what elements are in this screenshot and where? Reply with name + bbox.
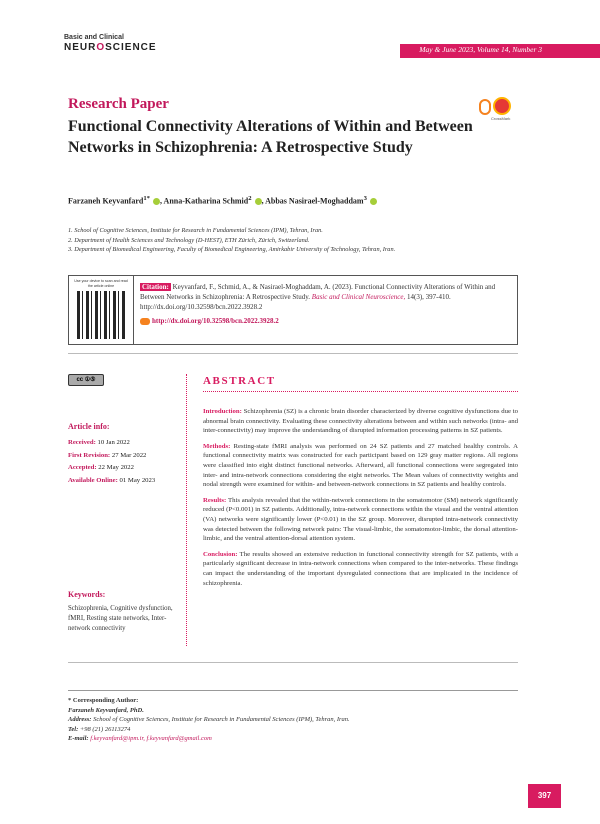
qr-label: Use your device to scan and read the article online <box>74 279 128 288</box>
qr-box <box>68 275 134 345</box>
article-info-title: Article info: <box>68 422 110 431</box>
online-date: Available Online: 01 May 2023 <box>68 476 156 484</box>
footnote-tel: Tel: +98 (21) 26113274 <box>68 725 131 733</box>
crossmark-icon[interactable] <box>493 97 511 115</box>
affiliation: 1. School of Cognitive Sciences, Institute for Research in Fundamental Sciences (IPM), Tehran, Iran. <box>68 227 323 234</box>
issue-band <box>400 44 600 58</box>
abstract-results: Results: This analysis revealed that the within-network connections in the somatomotor (SM) network significantly reduced (P<0.001) in SZ patients. Additionally, intra-network connections within the visual and the ventral attention (VA) networks were significantly lower (P<0.01) in the SZ group. Moreover, disrupted intra-network connectivity was detected between the following network pairs: The visual-limbic, the somatomotor-limbic, the dorsal attention-limbic, and the ventral attention-dorsal attention system. <box>203 496 518 543</box>
footnote-name: Farzaneh Keyvanfard, PhD. <box>68 706 144 714</box>
divider <box>68 690 518 691</box>
author-name: Abbas Nasirael-Moghaddam <box>265 196 364 206</box>
affiliation: 2. Department of Health Sciences and Technology (D-HEST), ETH Zürich, Zürich, Switzerland. <box>68 236 310 244</box>
doi-icon <box>140 318 150 325</box>
affiliations <box>68 226 395 255</box>
orcid-icon[interactable] <box>370 198 377 205</box>
corresponding-author <box>68 696 350 744</box>
abstract-divider <box>203 391 518 392</box>
paper-type: Research Paper <box>68 96 169 112</box>
abstract-heading: ABSTRACT <box>203 375 276 387</box>
email-link[interactable]: f.keyvanfard@ipm.ir, f.keyvanfard@gmail.com <box>88 735 212 743</box>
accepted-date: Accepted: 22 May 2022 <box>68 464 134 471</box>
issue-text: May & June 2023, Volume 14, Number 3 <box>419 45 542 54</box>
divider <box>68 662 518 663</box>
author-name: Farzaneh Keyvanfard <box>68 196 144 206</box>
citation-journal: Basic and Clinical Neuroscience, <box>310 293 406 301</box>
footnote-email: E-mail: f.keyvanfard@ipm.ir, f.keyvanfard@gmail.com <box>68 735 212 743</box>
abstract-introduction: Introduction: Schizophrenia (SZ) is a chronic brain disorder characterized by diverse cognitive dysfunctions due to abnormal brain connectivity. Evaluating these connectivity alterations between and within such networks (intra- and inter-connectivity) may improve the understanding of disrupted information processing patterns in SZ patients. <box>203 408 518 435</box>
article-info <box>68 437 155 487</box>
article-title: Functional Connectivity Alterations of Within and Between Networks in Schizophrenia: A Retrospective Study <box>68 118 473 156</box>
orcid-icon[interactable] <box>153 198 160 205</box>
badges <box>479 97 519 123</box>
footnote-address: Address: School of Cognitive Sciences, Institute for Research in Fundamental Sciences (IPM), Tehran, Iran. <box>68 716 350 724</box>
affiliation: 3. Department of Biomedical Engineering, Faculty of Biomedical Engineering, Amirkabir University of Technology, Tehran, Iran. <box>68 246 396 253</box>
journal-logo-top: Basic and Clinical <box>64 34 124 41</box>
page-number: 397 <box>528 784 561 808</box>
citation-label: Citation: <box>142 283 169 291</box>
revision-date: First Revision: 27 Mar 2022 <box>68 451 147 459</box>
citation-tail: 14(3), 397-410. http://dx.doi.org/10.32598/bcn.2022.3928.2 <box>140 293 451 311</box>
crossmark-label: CrossMark <box>491 116 511 121</box>
author-list: Farzaneh Keyvanfard$^{1*}$ , Anna-Katharina Schmid$^2$ , Abbas Nasirael-Moghaddam$^3$ <box>68 195 377 206</box>
citation-text: Keyvanfard, F., Schmid, A., & Nasirael-Moghaddam, A. (2023). Functional Connectivity Alterations of Within and Between Networks in Schizophrenia: A Retrospective Study. <box>140 283 496 301</box>
divider <box>68 353 518 354</box>
qr-code-icon[interactable] <box>77 291 125 339</box>
footnote-heading: * Corresponding Author: <box>68 697 139 704</box>
citation-box <box>133 275 518 345</box>
author-name: Anna-Katharina Schmid <box>163 196 249 206</box>
column-divider <box>186 374 187 646</box>
abstract-conclusion: Conclusion: The results showed an extensive reduction in functional connectivity strength for SZ patients, with a particularly significant decrease in intra-network connections when compared to the inter-networks. These findings can impact the understanding of the important dysregulated connections that are implicated in the incidence of schizophrenia. <box>203 550 518 587</box>
keywords-title: Keywords: <box>68 590 106 599</box>
creative-commons-icon[interactable]: cc ①⑤ <box>68 374 104 386</box>
abstract-methods: Methods: Resting-state fMRI analysis was performed on 24 SZ patients and 27 matched healthy controls. A functional connectivity matrix was constructed for each participant based on 129 gray matter regions. All regions were classified into eight distinct functional networks. Afterward, all functional connections were segregated into inter- and intra-network connections considering the eight networks. The Mean values of connectivity weights and nodal strength were examined for within- and between-network connections in SZ patients and healthy controls. <box>203 442 518 489</box>
doi-link[interactable]: http://dx.doi.org/10.32598/bcn.2022.3928.2 <box>140 316 511 326</box>
abstract-body <box>203 407 518 594</box>
open-access-icon[interactable] <box>479 99 491 115</box>
orcid-icon[interactable] <box>255 198 262 205</box>
keywords-text: Schizophrenia, Cognitive dysfunction, fMRI, Resting state networks, Inter-network connectivity <box>68 605 173 632</box>
journal-logo-name: NEUROSCIENCE <box>64 42 157 53</box>
journal-logo <box>64 34 157 54</box>
received-date: Received: 10 Jan 2022 <box>68 439 130 446</box>
